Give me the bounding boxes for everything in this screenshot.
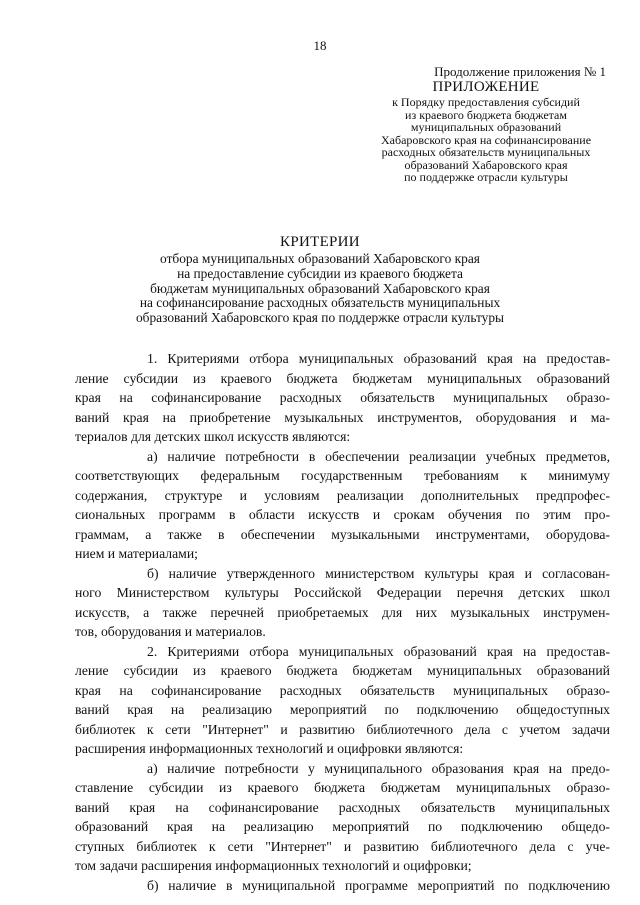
- paragraph-1-line: края на софинансирование расходных обязательств муниципальных образо-: [75, 390, 610, 405]
- criteria-heading: [40, 232, 600, 326]
- annex-header: [367, 78, 605, 184]
- criteria-subtitle-line: на предоставление субсидии из краевого бюджета: [177, 265, 463, 281]
- item-1a-line: граммам, а также в обеспечении музыкальными инструментами, оборудова-: [75, 526, 610, 542]
- annex-line: по поддержке отрасли культуры: [404, 170, 568, 184]
- item-1b-line: тов, оборудования и материалов.: [75, 624, 266, 639]
- criteria-subtitle-line: бюджетам муниципальных образований Хабаровского края: [150, 280, 490, 296]
- annex-line: муниципальных образований: [410, 120, 562, 134]
- item-2a-line: том задачи расширения информационных технологий и оцифровки;: [75, 858, 472, 873]
- paragraph-2-line: ваний края на реализацию мероприятий по подключению общедоступных: [75, 702, 610, 717]
- paragraph-1-line: ление субсидии из краевого бюджета бюджетам муниципальных образований: [75, 370, 610, 386]
- criteria-subtitle-line: отбора муниципальных образований Хабаровского края: [160, 251, 480, 266]
- item-1b-line: ного Министерством культуры Российской Федерации перечня детских школ: [75, 585, 610, 600]
- item-2a-line: ступных библиотек к сети "Интернет" и развитию библиотечного дела с уче-: [75, 838, 610, 854]
- paragraph-2-line: расширения информационных технологий и оцифровки являются:: [75, 741, 464, 756]
- paragraph-2-line: края на софинансирование расходных обязательств муниципальных образо-: [75, 682, 610, 698]
- item-1a-line: содержания, структуре и условиям реализации дополнительных предпрофес-: [75, 487, 610, 503]
- paragraph-2-line: ление субсидии из краевого бюджета бюджетам муниципальных образований: [75, 663, 610, 678]
- annex-title: ПРИЛОЖЕНИЕ: [432, 79, 540, 95]
- item-1a-line: сиональных программ в области искусств и срокам обучения по этим про-: [75, 507, 610, 522]
- page-number: 18: [313, 38, 327, 53]
- annex-line: расходных обязательств муниципальных: [381, 145, 591, 159]
- item-2b-line: б) наличие в муниципальной программе мероприятий по подключению: [147, 877, 610, 893]
- annex-continuation-note: Продолжение приложения № 1: [434, 64, 606, 79]
- item-2a-line: а) наличие потребности у муниципального образования края на предо-: [147, 760, 610, 776]
- paragraph-1-line: ваний края на приобретение музыкальных инструментов, оборудования и ма-: [75, 409, 610, 425]
- annex-line: из краевого бюджета бюджетам: [405, 107, 567, 122]
- criteria-title: КРИТЕРИИ: [280, 234, 360, 250]
- paragraph-1-line: 1. Критериями отбора муниципальных образований края на предостав-: [147, 351, 610, 366]
- item-2a-line: образований края на реализацию мероприятий по подключению общедо-: [75, 819, 610, 834]
- item-1b-line: б) наличие утвержденного министерством культуры края и согласован-: [147, 565, 610, 581]
- item-1a-line: соответствующих федеральным государственным требованиям к минимуму: [75, 468, 610, 483]
- annex-line: образований Хабаровского края: [404, 157, 568, 172]
- criteria-subtitle-line: на софинансирование расходных обязательств муниципальных: [139, 295, 501, 311]
- criteria-subtitle-line: образований Хабаровского края по поддержке отрасли культуры: [135, 310, 505, 326]
- paragraph-2-line: 2. Критериями отбора муниципальных образований края на предостав-: [147, 643, 610, 659]
- paragraph-2-line: библиотек к сети "Интернет" и развитию библиотечного дела с учетом задачи: [75, 721, 610, 737]
- item-2a-line: ваний края на софинансирование расходных обязательств муниципальных: [75, 799, 610, 815]
- paragraph-1-line: териалов для детских школ искусств являются:: [75, 429, 351, 444]
- annex-line: Хабаровского края на софинансирование: [380, 132, 592, 147]
- item-2a-line: ставление субсидии из краевого бюджета бюджетам муниципальных образо-: [75, 780, 610, 795]
- annex-line: к Порядку предоставления субсидий: [392, 95, 580, 109]
- item-1a-line: а) наличие потребности в обеспечении реализации учебных предметов,: [147, 448, 610, 464]
- item-1b-line: искусств, а также перечней приобретаемых для них музыкальных инструмен-: [75, 604, 610, 620]
- item-1a-line: нием и материалами;: [75, 546, 198, 561]
- document-body: [75, 349, 610, 895]
